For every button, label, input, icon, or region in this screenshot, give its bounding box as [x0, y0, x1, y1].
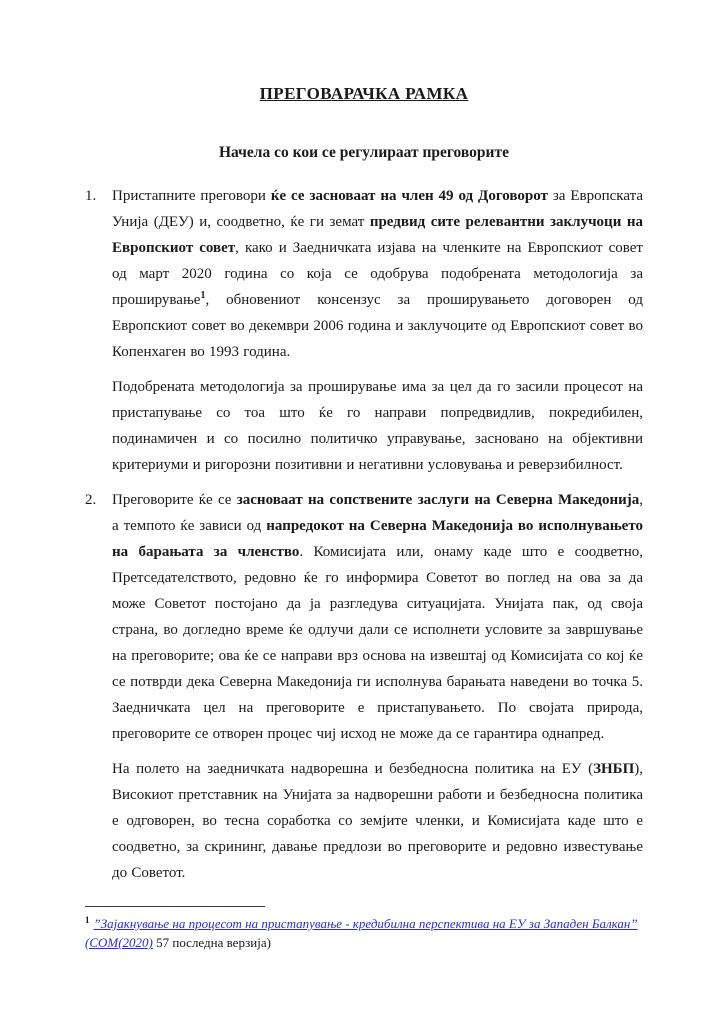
- bold-text-run: ЗНБП: [593, 761, 635, 777]
- paragraph: [112, 374, 643, 478]
- numbered-paragraph: [85, 183, 643, 365]
- text-run: На полето на заедничката надворешна и безбедносна политика на ЕУ (: [112, 761, 594, 777]
- footnote-separator: [85, 906, 265, 907]
- text-run: . Комисијата или, онаму каде што е соодветно, Претседателството, редовно ќе го информира Советот во поглед на ова за да може Советот постојано да ја разгледува ситуацијата. Унијата пак, од своја страна, во догледно време ќе одлучи дали се исполнети условите за завршување на преговорите; ова ќе се направи врз основа на извештај од Комисијата со кој ќе се потврди дека Северна Македонија ги исполнува барањата наведени во точка 5. Заедничката цел на преговорите е пристапувањето. По својата природа, преговорите се отворен процес чиј исход не може да се гарантира однапред.: [112, 544, 643, 742]
- text-run: ), Високиот претставник на Унијата за надворешни работи и безбедносна политика е одговорен, во тесна соработка со земјите членки, и Комисијата каде што е соодветно, за скрининг, давање предлози во преговорите и редовно известување до Советот.: [112, 761, 643, 881]
- document-title: ПРЕГОВАРАЧКА РАМКА: [259, 84, 469, 103]
- footnote: [85, 914, 645, 952]
- footnote-marker: 1: [85, 914, 90, 925]
- bold-text-run: напредокот на Северна Македонија во исполнувањето на барањата за членство: [112, 518, 644, 560]
- footnote-link[interactable]: ”Зајакнување на процесот на пристапување - кредибилна перспектива на ЕУ за Западен Балкан” (COM(2020): [85, 916, 638, 950]
- bold-text-run: предвид сите релевантни заклучоци на Европскиот совет: [112, 214, 643, 256]
- footnote-area: [85, 906, 645, 952]
- text-run: , а темпото ќе зависи од: [112, 492, 643, 534]
- text-run: Подобрената методологија за проширување има за цел да го засили процесот на пристапување со тоа што ќе го направи попредвидлив, покредибилен, подинамичен и со посилно политичко управување, засновано на објективни критериуми и ригорозни позитивни и негативни условувања и реверзибилност.: [112, 379, 643, 473]
- paragraph: [112, 756, 643, 886]
- paragraph-number: 2.: [85, 492, 97, 508]
- text-run: Пристапните преговори: [112, 188, 271, 204]
- document-content: [85, 84, 643, 895]
- numbered-paragraph: [85, 487, 644, 747]
- text-run: , како и Заедничката изјава на членките на Европскиот совет од март 2020 година со која се одобрува подобрената методологија за проширување: [112, 240, 643, 308]
- text-run: за Европската Унија (ДЕУ) и, соодветно, ќе ги земат: [112, 188, 643, 230]
- bold-text-run: ќе се засноваат на член 49 од Договорот: [270, 188, 548, 204]
- footnote-text: 57 последна верзија): [152, 935, 271, 950]
- section-heading: Начела со кои се регулираат преговорите: [219, 144, 509, 161]
- text-run: Преговорите ќе се: [112, 492, 237, 508]
- document-body: [85, 183, 643, 886]
- paragraph-number: 1.: [85, 188, 97, 204]
- footnote-reference: 1: [200, 290, 206, 301]
- text-run: , обновениот консензус за проширувањето договорен од Европскиот совет во декември 2006 година и заклучоците од Европскиот совет во Копенхаген во 1993 година.: [112, 292, 643, 360]
- bold-text-run: засноваат на сопствените заслуги на Северна Македонија: [236, 492, 640, 508]
